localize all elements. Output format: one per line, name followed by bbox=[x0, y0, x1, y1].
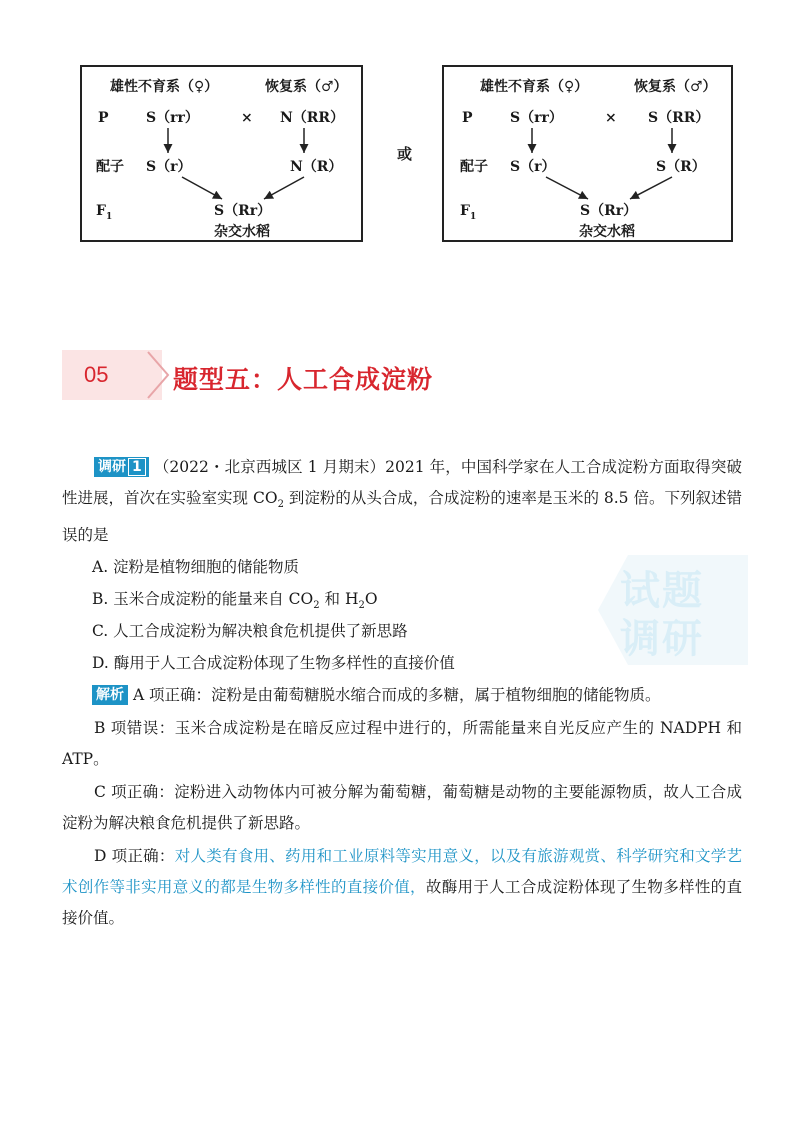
gamete-label: 配子 bbox=[96, 159, 124, 175]
diagram-caption: 杂交水稻 bbox=[579, 224, 635, 240]
p-generation-label: P bbox=[98, 110, 109, 126]
female-parent-label: 雄性不育系（♀） bbox=[480, 79, 589, 95]
f1-genotype: S（Rr） bbox=[580, 203, 638, 219]
cross-arrows bbox=[82, 67, 361, 240]
analysis-c: C 项正确：淀粉进入动物体内可被分解为葡萄糖，葡萄糖是动物的主要能源物质，故人工合成淀粉为解决粮食危机提供了新思路。 bbox=[62, 783, 742, 832]
cross-symbol: × bbox=[605, 110, 617, 126]
female-parent-label: 雄性不育系（♀） bbox=[110, 79, 219, 95]
section-title: 题型五：人工合成淀粉 bbox=[173, 365, 434, 394]
female-genotype: S（rr） bbox=[510, 110, 563, 126]
analysis-a: 解析 A 项正确：淀粉是由葡萄糖脱水缩合而成的多糖，属于植物细胞的储能物质。 bbox=[92, 683, 661, 707]
option-a: A. 淀粉是植物细胞的储能物质 bbox=[92, 558, 300, 576]
male-genotype: N（RR） bbox=[280, 110, 345, 126]
option-b: B. 玉米合成淀粉的能量来自 $CO_2$ 和 $H_2O$ bbox=[92, 590, 378, 612]
f1-label: $F_1$ bbox=[460, 203, 477, 222]
female-gamete: S（r） bbox=[510, 159, 556, 175]
male-parent-label: 恢复系（♂） bbox=[265, 79, 348, 95]
f1-label: $F_1$ bbox=[96, 203, 113, 222]
male-gamete: N（R） bbox=[290, 159, 343, 175]
watermark-line2: 调研 bbox=[620, 616, 704, 662]
f1-genotype: S（Rr） bbox=[214, 203, 272, 219]
watermark-line1: 试题 bbox=[620, 568, 704, 614]
cross-diagram-right bbox=[442, 65, 733, 242]
cross-symbol: × bbox=[241, 110, 253, 126]
cross-arrows bbox=[444, 67, 731, 240]
analysis-d-highlight: 对人类有食用、药用和工业原料等实用意义，以及有旅游观赏、科学研究和文学艺术创作等非实用意义的都是生物多样性的直接价值， bbox=[62, 847, 742, 896]
analysis-badge: 解析 bbox=[92, 685, 128, 705]
analysis-b: B 项错误：玉米合成淀粉是在暗反应过程中进行的，所需能量来自光反应产生的 NADPH 和 ATP。 bbox=[62, 719, 742, 768]
male-parent-label: 恢复系（♂） bbox=[634, 79, 717, 95]
watermark bbox=[598, 555, 748, 665]
question-stem: 调研 1 （2022・北京西城区 1 月期末）2021 年，中国科学家在人工合成淀粉方面取得突破性进展，首次在实验室实现 $CO_2$ 到淀粉的从头合成，合成淀粉的速率是玉米的 8.5 倍。下列叙述错误的是 bbox=[62, 458, 743, 545]
question-badge: 调研 1 bbox=[94, 457, 149, 477]
female-genotype: S（rr） bbox=[146, 110, 199, 126]
diagram-caption: 杂交水稻 bbox=[214, 224, 270, 240]
gamete-label: 配子 bbox=[460, 159, 488, 175]
section-number: 05 bbox=[84, 362, 109, 387]
or-text: 或 bbox=[397, 145, 413, 163]
cross-diagram-left bbox=[80, 65, 363, 242]
male-genotype: S（RR） bbox=[648, 110, 710, 126]
chevron-right-icon bbox=[146, 350, 172, 400]
female-gamete: S（r） bbox=[146, 159, 192, 175]
option-d: D. 酶用于人工合成淀粉体现了生物多样性的直接价值 bbox=[92, 654, 455, 672]
analysis-d: D 项正确：对人类有食用、药用和工业原料等实用意义，以及有旅游观赏、科学研究和文学艺术创作等非实用意义的都是生物多样性的直接价值，故酶用于人工合成淀粉体现了生物多样性的直接价值。 bbox=[62, 847, 742, 927]
p-generation-label: P bbox=[462, 110, 473, 126]
male-gamete: S（R） bbox=[656, 159, 706, 175]
option-c: C. 人工合成淀粉为解决粮食危机提供了新思路 bbox=[92, 622, 408, 640]
